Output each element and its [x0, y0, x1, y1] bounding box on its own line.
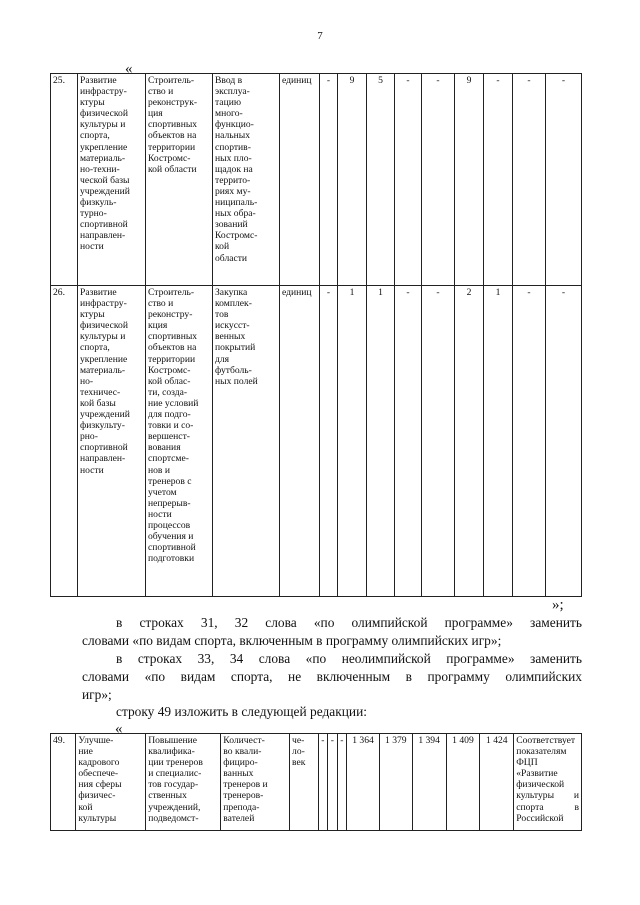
value-cell: - [337, 734, 347, 831]
value-cell: 1 [484, 286, 513, 597]
amendment-text-1: в строках 31, 32 слова «по олимпийской программе» заменить [116, 615, 582, 630]
value-cell: 1 409 [446, 734, 480, 831]
row-number: 49. [51, 734, 76, 831]
task-cell: Строитель- ство и реконстру- кция спортивных объектов на территории Костромс- кой облас- ти, созда- ние условий для подго- товки и со- вершенст- вования спортсме- нов и тренеров с учетом непрерыв- ности процессов обучения и спортивной подготовки [146, 286, 213, 597]
value-cell: - [546, 74, 582, 286]
value-cell: 1 364 [347, 734, 380, 831]
amendment-text-3: строку 49 изложить в следующей редакции: [116, 704, 367, 719]
table-row [51, 74, 582, 286]
open-quote-1: « [125, 61, 133, 77]
value-cell: 1 [338, 286, 367, 597]
value-cell: - [395, 74, 422, 286]
value-cell: - [395, 286, 422, 597]
indicator-cell: Закупка комплек- тов искусст- венных покрытий для футболь- ных полей [213, 286, 280, 597]
row-number: 26. [51, 286, 78, 597]
value-cell: - [422, 286, 455, 597]
table-program-row-49 [50, 733, 582, 831]
value-cell: - [513, 74, 546, 286]
value-cell: - [328, 734, 338, 831]
value-cell: - [422, 74, 455, 286]
indicator-cell: Ввод в эксплуа- тацию много- функцио- нальных спортив- ных пло- щадок на террито- риях му- ниципаль- ных обра- зований Костромс- кой области [213, 74, 280, 286]
value-cell: - [513, 286, 546, 597]
amendment-text-2: в строках 33, 34 слова «по неолимпийской программе» заменить [116, 651, 582, 666]
value-cell: 1 424 [480, 734, 514, 831]
value-cell: - [546, 286, 582, 597]
value-cell: 1 394 [412, 734, 446, 831]
amendment-text-2-end: игр»; [82, 687, 112, 702]
indicator-cell: Количест- во квали- фициро- ванных тренеров и тренеров- препода- вателей [221, 734, 290, 831]
value-cell: 5 [367, 74, 395, 286]
row-number: 25. [51, 74, 78, 286]
value-cell: 9 [338, 74, 367, 286]
table-row [51, 734, 582, 831]
note-cell: Соответствует показателям ФЦП «Развитие физической культуры и спорта в Российской [514, 734, 582, 831]
value-cell: 1 379 [379, 734, 412, 831]
amendment-text-2-cont: словами «по видам спорта, не включенным в программу олимпийских [82, 669, 582, 684]
task-cell: Строитель- ство и реконструк- ция спортивных объектов на территории Костромс- кой области [146, 74, 213, 286]
value-cell: - [484, 74, 513, 286]
unit-cell: единиц [280, 286, 320, 597]
value-cell: - [320, 286, 338, 597]
page-number: 7 [317, 30, 323, 42]
table-program-rows-25-26 [50, 73, 582, 597]
goal-cell: Развитие инфрастру- ктуры физической культуры и спорта, укрепление материаль- но-техни- ческой базы учреждений физкуль- турно- спортивной направлен- ности [78, 74, 146, 286]
table-row [51, 286, 582, 597]
close-quote: »; [552, 597, 564, 613]
goal-cell: Развитие инфрастру- ктуры физической культуры и спорта, укрепление материаль- но- техничес- кой базы учреждений физкульту- рно- спортивной направлен- ности [78, 286, 146, 597]
unit-cell: единиц [280, 74, 320, 286]
goal-cell: Улучше- ние кадрового обеспече- ния сферы физичес- кой культуры [76, 734, 146, 831]
value-cell: - [320, 74, 338, 286]
value-cell: 2 [455, 286, 484, 597]
amendment-text-1-cont: словами «по видам спорта, включенным в программу олимпийских игр»; [82, 633, 502, 648]
unit-cell: че- ло- век [290, 734, 319, 831]
task-cell: Повышение квалифика- ции тренеров и специалис- тов государ- ственных учреждений, подведомст- [146, 734, 221, 831]
value-cell: - [318, 734, 328, 831]
value-cell: 1 [367, 286, 395, 597]
value-cell: 9 [455, 74, 484, 286]
open-quote-2: « [115, 721, 123, 737]
